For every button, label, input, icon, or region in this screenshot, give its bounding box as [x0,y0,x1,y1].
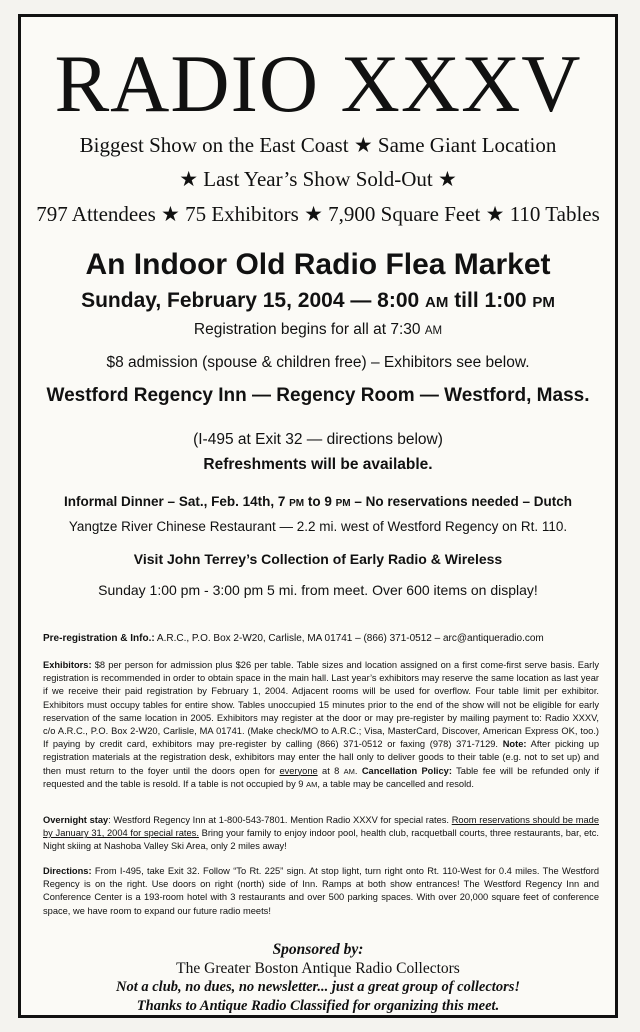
dinner-pm-1: PM [289,498,305,509]
sponsor-block [21,940,615,1016]
overnight-label: Overnight stay [43,815,109,825]
venue-text: Westford Regency Inn — Regency Room — Westford, Mass. [46,385,590,406]
exhibitors-label: Exhibitors: [43,660,92,670]
dinner-pm-2: PM [335,498,351,509]
everyone-text: everyone [279,765,318,776]
dinner-text-a: Informal Dinner – Sat., Feb. 14th, 7 [64,494,290,509]
registration-time [21,321,615,339]
overnight-reservation-deadline: Room reservations should be made by January 31, 2004 for special rates. [43,815,599,839]
directions-label: Directions: [43,866,92,876]
sponsor-line-2: Thanks to Antique Radio Classified for organizing this meet. [136,998,500,1014]
exhibitors-text-1: $8 per person for admission plus $26 per table. Table sizes and location assigned on a first come-first serve basis. Early registration is recommended in order to obtain space in the main hall. Last year’s exhibitors may reserve the same location as last year if we receive their paid registration by February 1, 2004. Adjacent rooms will be used for overflow. Four table limit per exhibitor. Exhibitors must occupy tables for entire show. Tables unoccupied 15 minutes prior to the end of the show will not be eligible for early reservation of the same location in 2005. Exhibitors may register at the door or may pre-register by mailing payment to: Radio XXXV, c/o A.R.C., P.O. Box 2-W20, Carlisle, MA 01741. (Make check/MO to A.R.C.; Visa, MasterCard, Discover, American Express OK, too.) If paying by credit card, exhibitors may pre-register by calling (866) 371-0512 or faxing (978) 371-7129. [43,660,599,750]
dinner-text-b: to 9 [304,494,336,509]
exhibitors-text-3: at 8 [317,765,344,776]
cancellation-label: Cancellation Policy: [361,765,452,776]
registration-text: Registration begins for all at 7:30 [193,321,425,338]
admission-text: $8 admission (spouse & children free) – Exhibitors see below. [106,354,530,371]
exhibitors-text-5: Table fee will be refunded only if requested and the table is resold. If a table is not occupied by 9 [43,765,600,789]
directions-text: From I-495, take Exit 32. Follow “To Rt. 225” sign. At stop light, turn right onto Rt. 110-West for 0.4 miles. The Westford Regency is on the right. Use doors on right (north) side of Inn. Ramps at both show entrances! The Westford Regency Inn and Conference Center is a 193-room hotel with 3 restaurants and over 500 parking spaces. With over 20,000 square feet of conference space, we have room to expand our future radio meets! [43,866,599,916]
event-heading: An Indoor Old Radio Flea Market [85,248,551,281]
collection-detail: Sunday 1:00 pm - 3:00 pm 5 mi. from meet. Over 600 items on display! [98,582,538,598]
exhibitors-am: AM [343,766,355,776]
event-date-text: Sunday, February 15, 2004 — 8:00 [81,289,426,312]
note-label: Note: [502,739,527,750]
event-date-am: AM [425,294,449,311]
tagline-3: 797 Attendees ★ 75 Exhibitors ★ 7,900 Square Feet ★ 110 Tables [36,202,600,226]
exhibitors-text-2: After picking up registration materials at the registration desk, exhibitors may enter the hall only to deliver goods to their table (e.g. not to set up) and then must return to the foyer until the doors open for [43,739,599,776]
exhibitors-am-2: AM [306,779,318,789]
exhibitors-text-4: . [354,765,362,776]
registration-am: AM [424,325,443,337]
dinner-line [21,494,615,509]
overnight-info [43,814,599,854]
collection-heading: Visit John Terrey’s Collection of Early Radio & Wireless [133,551,503,567]
sponsor-org: The Greater Boston Antique Radio Collectors [176,960,460,977]
sponsor-line-1: Not a club, no dues, no newsletter... just a great group of collectors! [115,979,521,995]
restaurant-text: Yangtze River Chinese Restaurant — 2.2 mi. west of Westford Regency on Rt. 110. [68,519,568,534]
overnight-text-1: : Westford Regency Inn at 1-800-543-7801. Mention Radio XXXV for special rates. [108,815,452,825]
event-date-till: till 1:00 [448,289,533,312]
flyer [18,14,618,1018]
tagline-1: Biggest Show on the East Coast ★ Same Giant Location [79,133,557,157]
refreshments-text: Refreshments will be available. [203,456,433,473]
flyer-title: RADIO XXXV [54,38,582,129]
overnight-text-2: Bring your family to enjoy indoor pool, health club, racquetball courts, three restaurants, bar, etc. Night skiing at Nashoba Valley Ski Area, only 2 miles away! [43,828,599,852]
sponsor-heading: Sponsored by: [272,941,364,958]
exhibitors-info [43,659,599,791]
directions-info [43,865,599,918]
preregistration-info [43,632,599,645]
exhibitors-text-6: , a table may be cancelled and resold. [317,778,474,789]
dinner-text-c: – No reservations needed – Dutch [350,494,572,509]
event-date-pm: PM [532,294,555,311]
highway-directions: (I-495 at Exit 32 — directions below) [193,431,443,448]
preregistration-text: A.R.C., P.O. Box 2-W20, Carlisle, MA 01741 – (866) 371-0512 – arc@antiqueradio.com [154,633,544,644]
tagline-2: ★ Last Year’s Show Sold-Out ★ [179,167,457,191]
preregistration-label: Pre-registration & Info.: [43,633,155,644]
event-date [21,290,615,311]
